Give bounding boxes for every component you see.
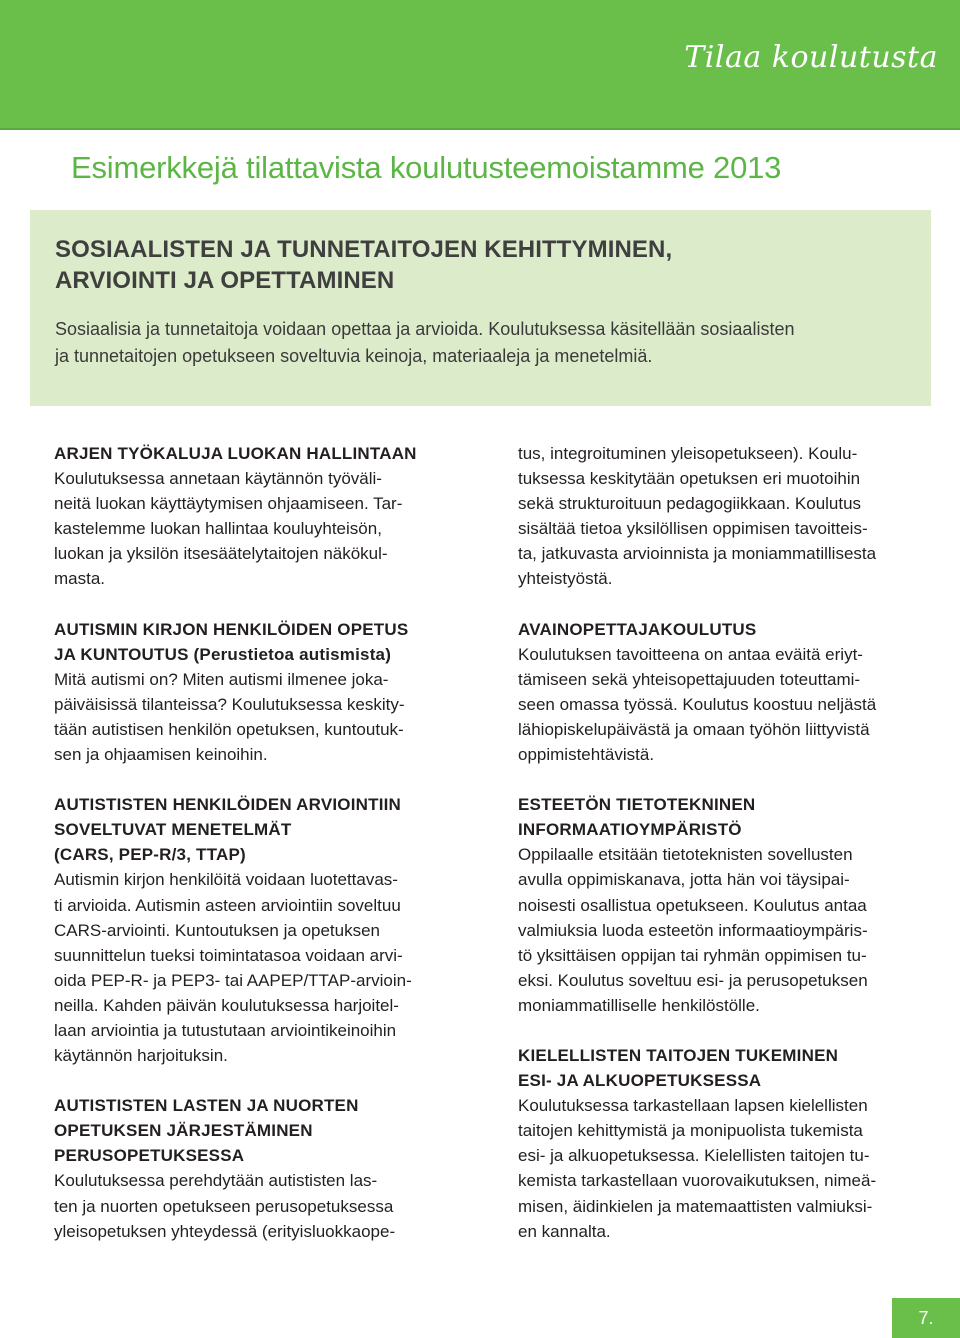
body-line: tus, integroituminen yleisopetukseen). Koulu- xyxy=(518,444,858,463)
header-script-title: Tilaa koulutusta xyxy=(684,40,938,75)
body-line: noisesti osallistua opetukseen. Koulutus antaa xyxy=(518,895,867,915)
section-classroom-management xyxy=(54,441,459,592)
body-line: päiväisissä tilanteissa? Koulutuksessa keskity- xyxy=(54,694,405,714)
heading-line: ESI- JA ALKUOPETUKSESSA xyxy=(518,1071,762,1091)
right-column xyxy=(518,441,928,1269)
section-heading xyxy=(54,1093,459,1168)
body-line: esi- ja alkuopetuksessa. Kielellisten taitojen tu- xyxy=(518,1146,870,1166)
section-heading xyxy=(518,1043,928,1093)
heading-line: KIELELLISTEN TAITOJEN TUKEMINEN xyxy=(518,1045,839,1065)
body-line: sekä strukturoituun pedagogiikkaan. Koulutus xyxy=(518,494,862,514)
section-body xyxy=(54,466,459,591)
heading-line: SOVELTUVAT MENETELMÄT xyxy=(54,820,292,840)
section-body xyxy=(54,667,459,767)
body-line: yleisopetuksen yhteydessä (erityisluokkaope- xyxy=(54,1221,396,1241)
body-line: Koulutuksessa annetaan käytännön työväli- xyxy=(54,469,382,489)
body-line: misen, äidinkielen ja matemaattisten valmiuksi- xyxy=(518,1196,873,1216)
body-line: Oppilaalle etsitään tietoteknisten sovellusten xyxy=(518,845,853,865)
heading-line: PERUSOPETUKSESSA xyxy=(54,1146,245,1166)
body-line: tö yksittäisen oppijan tai ryhmän oppimisen tu- xyxy=(518,945,867,965)
body-line: lähiopiskelupäivästä ja omaan työhön liittyvistä xyxy=(518,719,870,739)
body-line: moniammatilliselle henkilöstölle. xyxy=(518,995,760,1015)
body-line: luokan ja yksilön itsesäätelytaitojen näkökul- xyxy=(54,544,388,564)
body-line: Koulutuksessa tarkastellaan lapsen kielellisten xyxy=(518,1096,868,1116)
body-line: tuksessa keskitytään opetuksen eri muotoihin xyxy=(518,469,861,489)
body-line: taitojen kehittymistä ja monipuolista tukemista xyxy=(518,1121,863,1141)
body-line: kemista tarkastellaan vuorovaikutuksen, nimeä- xyxy=(518,1171,877,1191)
heading-line: INFORMAATIOYMPÄRISTÖ xyxy=(518,820,742,840)
section-body xyxy=(518,441,928,592)
body-line: kastelemme luokan hallintaa kouluyhteisön, xyxy=(54,519,382,539)
heading-line: JA KUNTOUTUS (Perustietoa autismista) xyxy=(54,644,392,664)
heading-line: ESTEETÖN TIETOTEKNINEN xyxy=(518,795,756,815)
body-line: masta. xyxy=(54,569,106,589)
body-line: laan arviointia ja tutustutaan arviointikeinoihin xyxy=(54,1020,397,1040)
body-line: yhteistyöstä. xyxy=(518,569,613,589)
section-body xyxy=(54,867,459,1068)
heading-line: OPETUKSEN JÄRJESTÄMINEN xyxy=(54,1121,313,1141)
heading-line: (CARS, PEP-R/3, TTAP) xyxy=(54,845,246,865)
intro-text xyxy=(55,316,905,370)
body-line: sen ja ohjaamisen keinoihin. xyxy=(54,745,268,765)
heading-line: AUTISTISTEN HENKILÖIDEN ARVIOINTIIN xyxy=(54,795,402,815)
body-line: CARS-arviointi. Kuntoutuksen ja opetuksen xyxy=(54,920,381,940)
section-autism-teaching xyxy=(54,617,459,768)
body-line: ten ja nuorten opetukseen perusopetuksessa xyxy=(54,1196,394,1216)
body-line: Koulutuksen tavoitteena on antaa eväitä eriyt- xyxy=(518,644,863,664)
body-line: seen omassa työssä. Koulutus koostuu neljästä xyxy=(518,694,877,714)
intro-box xyxy=(30,210,931,406)
body-line: tään autistisen henkilön opetuksen, kuntoutuk- xyxy=(54,719,404,739)
body-line: neitä luokan käyttäytymisen ohjaamiseen. Tar- xyxy=(54,494,403,514)
section-language-skills xyxy=(518,1043,928,1244)
section-heading: AVAINOPETTAJAKOULUTUS xyxy=(518,619,757,639)
page-title: Esimerkkejä tilattavista koulutusteemoistamme 2013 xyxy=(71,150,782,185)
section-assessment-methods xyxy=(54,792,459,1068)
body-line: eksi. Koulutus soveltuu esi- ja perusopetuksen xyxy=(518,970,868,990)
intro-text-line: ja tunnetaitojen opetukseen soveltuvia keinoja, materiaaleja ja menetelmiä. xyxy=(55,346,653,366)
section-accessible-it xyxy=(518,792,928,1018)
intro-heading-line: SOSIAALISTEN JA TUNNETAITOJEN KEHITTYMINEN, xyxy=(55,236,673,263)
body-line: ta, jatkuvasta arvioinnista ja moniammatillisesta xyxy=(518,544,877,564)
intro-heading-line: ARVIOINTI JA OPETTAMINEN xyxy=(55,267,395,294)
section-key-teacher-training xyxy=(518,617,928,768)
heading-line: AUTISMIN KIRJON HENKILÖIDEN OPETUS xyxy=(54,619,409,639)
body-line: ti arvioida. Autismin asteen arviointiin soveltuu xyxy=(54,895,401,915)
section-body xyxy=(54,1168,459,1243)
body-line: suunnittelun tueksi toimintatasoa voidaan arvi- xyxy=(54,945,403,965)
body-line: Mitä autismi on? Miten autismi ilmenee joka- xyxy=(54,669,389,689)
section-body xyxy=(518,842,928,1018)
body-line: tämiseen sekä yhteisopettajuuden toteuttami- xyxy=(518,669,861,689)
body-line: valmiuksia luoda esteetön informaatioympäris- xyxy=(518,920,868,940)
heading-line: AUTISTISTEN LASTEN JA NUORTEN xyxy=(54,1096,359,1116)
left-column xyxy=(54,441,459,1269)
page-number: 7. xyxy=(892,1298,960,1338)
section-basic-education-continued xyxy=(518,441,928,592)
section-basic-education xyxy=(54,1093,459,1244)
section-body xyxy=(518,642,928,767)
header-band xyxy=(0,0,960,130)
body-line: en kannalta. xyxy=(518,1221,611,1241)
section-body xyxy=(518,1093,928,1244)
section-heading: ARJEN TYÖKALUJA LUOKAN HALLINTAAN xyxy=(54,444,417,463)
body-line: avulla oppimiskanava, jotta hän voi täysipai- xyxy=(518,870,850,890)
body-line: Autismin kirjon henkilöitä voidaan luotettavas- xyxy=(54,870,398,890)
body-line: sisältää tietoa yksilöllisen oppimisen tavoitteis- xyxy=(518,519,868,539)
body-line: oppimistehtävistä. xyxy=(518,745,655,765)
section-heading xyxy=(54,792,459,867)
section-heading xyxy=(54,617,459,667)
body-line: neilla. Kahden päivän koulutuksessa harjoitel- xyxy=(54,995,399,1015)
body-line: oida PEP-R- ja PEP3- tai AAPEP/TTAP-arvioin- xyxy=(54,970,412,990)
section-heading xyxy=(518,792,928,842)
intro-text-line: Sosiaalisia ja tunnetaitoja voidaan opettaa ja arvioida. Koulutuksessa käsitellään sosiaalisten xyxy=(55,319,795,339)
body-line: Koulutuksessa perehdytään autististen las- xyxy=(54,1171,378,1191)
intro-heading xyxy=(55,234,905,296)
body-line: käytännön harjoituksin. xyxy=(54,1046,228,1066)
